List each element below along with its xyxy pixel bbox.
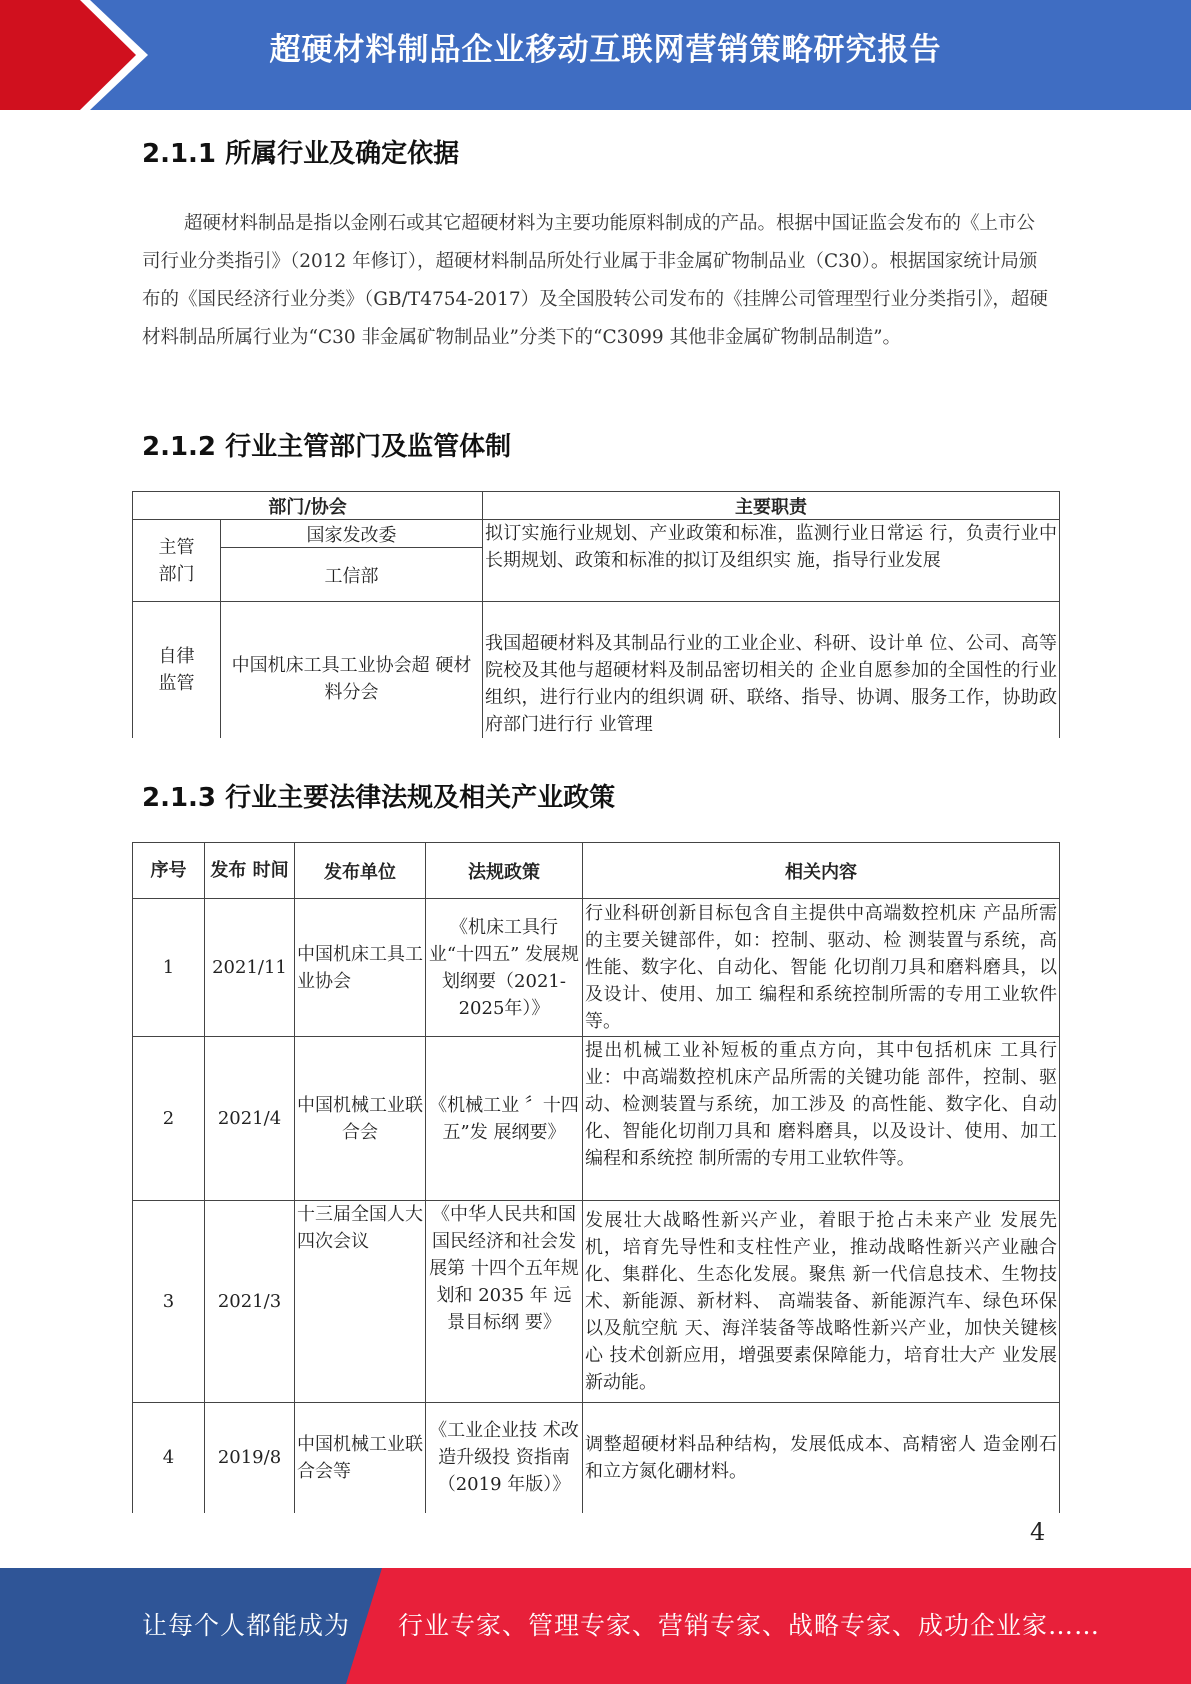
row-date: 2019/8: [205, 1403, 295, 1513]
section-paragraph: 超硬材料制品是指以金刚石或其它超硬材料为主要功能原料制成的产品。根据中国证监会发布的《上市公司行业分类指引》（2012 年修订），超硬材料制品所处行业属于非金属矿物制品业（C30）。根据国家统计局颁布的《国民经济行业分类》（GB/T4754-2017）及全国股转公司发布的《挂牌公司管理型行业分类指引》，超硬材料制品所属行业为“C30 非金属矿物制品业”分类下的“C3099 其他非金属矿物制品制造”。: [142, 213, 1048, 348]
table-header-row: [133, 843, 1060, 899]
row-content: 调整超硬材料品种结构，发展低成本、高精密人 造金刚石和立方氮化硼材料。: [583, 1403, 1060, 1513]
row-policy: 《机械工业 〞十四五”发 展纲要》: [426, 1037, 583, 1201]
duty-cell: 我国超硬材料及其制品行业的工业企业、科研、设计单 位、公司、高等院校及其他与超硬材料及制品密切相关的 企业自愿参加的全国性的行业组织，进行行业内的组织调 研、联络、指导、协调、服务工作，协助政府部门进行行 业管理: [483, 602, 1060, 738]
row-no: 1: [133, 899, 205, 1037]
table-header-row: [133, 492, 1060, 520]
footer-slogan-right: 行业专家、管理专家、营销专家、战略专家、成功企业家……: [398, 1611, 1101, 1640]
page-number: 4: [1030, 1518, 1046, 1546]
group-label: 自律 监管: [133, 602, 221, 738]
header-dept: 部门/协会: [133, 492, 483, 520]
header-duty: 主要职责: [483, 492, 1060, 520]
table-row: [133, 602, 1060, 738]
section-heading-2-1-2: 2.1.2 行业主管部门及监管体制: [142, 432, 512, 462]
duty-cell: 拟订实施行业规划、产业政策和标准，监测行业日常运 行，负责行业中长期规划、政策和标准的拟订及组织实 施，指导行业发展: [483, 520, 1060, 602]
regulator-table: [132, 491, 1060, 738]
dept-cell: 国家发改委: [221, 520, 483, 548]
row-policy: 《机床工具行 业“十四五” 发展规划纲要（2021-2025年）》: [426, 899, 583, 1037]
col-header: 发布 时间: [205, 843, 295, 899]
policy-table: [132, 842, 1060, 1513]
row-date: 2021/11: [205, 899, 295, 1037]
dept-cell: 中国机床工具工业协会超 硬材料分会: [221, 602, 483, 738]
row-content: 发展壮大战略性新兴产业，着眼于抢占未来产业 发展先机，培育先导性和支柱性产业，推动战略性新兴产业融合化、集群化、生态化发展。聚焦 新一代信息技术、生物技术、新能源、新材料、 高端装备、新能源汽车、绿色环保以及航空航 天、海洋装备等战略性新兴产业，加快关键核心 技术创新应用，增强要素保障能力，培育壮大产 业发展新动能。: [583, 1201, 1060, 1403]
row-unit: 中国机床工具工业协会: [295, 899, 426, 1037]
row-no: 2: [133, 1037, 205, 1201]
col-header: 法规政策: [426, 843, 583, 899]
table-row: [133, 1403, 1060, 1513]
report-title: 超硬材料制品企业移动互联网营销策略研究报告: [269, 32, 942, 68]
row-no: 3: [133, 1201, 205, 1403]
row-content: 行业科研创新目标包含自主提供中高端数控机床 产品所需的主要关键部件，如：控制、驱动、检 测装置与系统，高性能、数字化、自动化、智能 化切削刀具和磨料磨具，以及设计、使用、加工 编程和系统控制所需的专用工业软件等。: [583, 899, 1060, 1037]
row-date: 2021/4: [205, 1037, 295, 1201]
section-heading-2-1-3: 2.1.3 行业主要法律法规及相关产业政策: [142, 783, 616, 813]
table-row: [133, 899, 1060, 1037]
row-unit: 十三届全国人大四次会议: [295, 1201, 426, 1403]
row-unit: 中国机械工业联合会等: [295, 1403, 426, 1513]
dept-cell: 工信部: [221, 548, 483, 602]
row-date: 2021/3: [205, 1201, 295, 1403]
row-unit: 中国机械工业联合会: [295, 1037, 426, 1201]
section-heading-2-1-1: 2.1.1 所属行业及确定依据: [142, 139, 460, 169]
group-label: 主管 部门: [133, 520, 221, 602]
table-row: [133, 1201, 1060, 1403]
row-content: 提出机械工业补短板的重点方向，其中包括机床 工具行业：中高端数控机床产品所需的关键功能 部件，控制、驱动、检测装置与系统，加工涉及 的高性能、数字化、自动化、智能化切削刀具和 磨料磨具，以及设计、使用、加工编程和系统控 制所需的专用工业软件等。: [583, 1037, 1060, 1201]
row-policy: 《工业企业技 术改造升级投 资指南（2019 年版）》: [426, 1403, 583, 1513]
row-no: 4: [133, 1403, 205, 1513]
col-header: 相关内容: [583, 843, 1060, 899]
table-row: [133, 520, 1060, 548]
table-row: [133, 1037, 1060, 1201]
row-policy: 《中华人民共和国国民经济和社会发展第 十四个五年规 划和 2035 年 远景目标纲 要》: [426, 1201, 583, 1403]
footer-slogan-left: 让每个人都能成为: [142, 1611, 351, 1640]
col-header: 发布单位: [295, 843, 426, 899]
col-header: 序号: [133, 843, 205, 899]
